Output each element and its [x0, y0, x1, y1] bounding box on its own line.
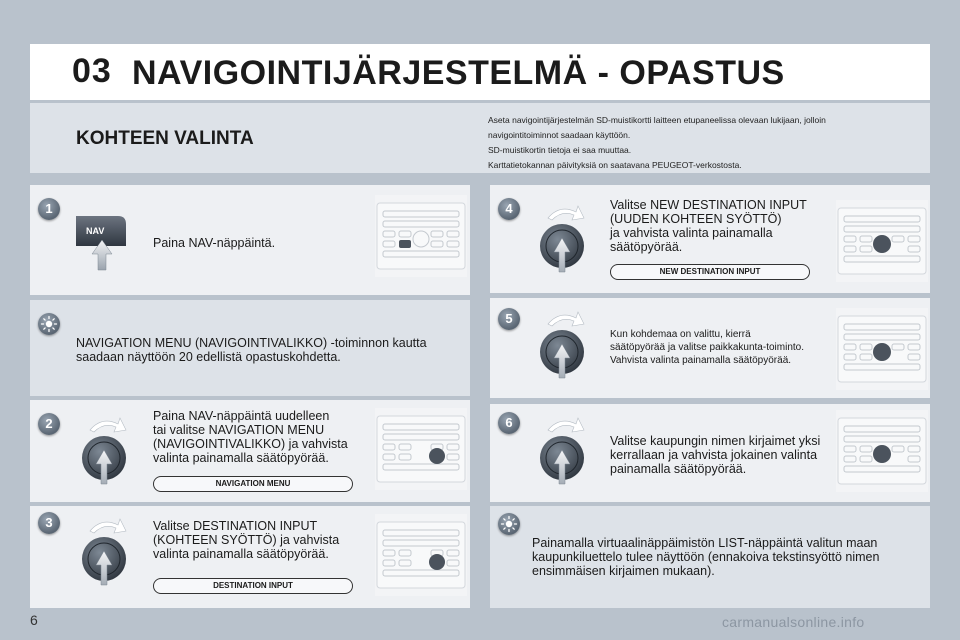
chapter-number: 03 — [72, 52, 112, 90]
destination-input-label: DESTINATION INPUT — [153, 578, 353, 594]
step-line: valinta painamalla säätöpyörää. — [153, 451, 329, 465]
step-3-text — [153, 519, 339, 561]
tip-line: NAVIGATION MENU (NAVIGOINTIVALIKKO) -toiminnon kautta — [76, 336, 427, 350]
intro-line: Karttatietokannan päivityksiä on saatavana PEUGEOT-verkostosta. — [488, 160, 742, 170]
step-line: tai valitse NAVIGATION MENU — [153, 423, 325, 437]
step-line: Valitse kaupungin nimen kirjaimet yksi — [610, 434, 821, 448]
step-3-badge: 3 — [38, 512, 60, 534]
step-5-text — [610, 328, 804, 367]
tip-1-text — [76, 336, 427, 364]
radio-panel-image — [836, 308, 928, 390]
step-6-badge: 6 — [498, 412, 520, 434]
intro-line: SD-muistikortin tietoja ei saa muuttaa. — [488, 145, 632, 155]
step-4-text — [610, 198, 807, 254]
intro-text — [488, 113, 908, 173]
step-line: Paina NAV-näppäintä. — [153, 236, 276, 250]
step-line: Valitse DESTINATION INPUT — [153, 519, 318, 533]
radio-panel-image — [375, 514, 467, 596]
step-line: säätöpyörää ja valitse paikkakunta-toiminto. — [610, 342, 804, 353]
radio-panel-image — [375, 408, 467, 490]
lightbulb-icon — [38, 313, 60, 335]
page-number: 6 — [30, 612, 38, 628]
step-4-badge: 4 — [498, 198, 520, 220]
tip-line: saadaan näyttöön 20 edellistä opastuskohdetta. — [76, 350, 341, 364]
rotary-knob-icon — [76, 412, 136, 492]
step-1-badge: 1 — [38, 198, 60, 220]
navigation-menu-label: NAVIGATION MENU — [153, 476, 353, 492]
lightbulb-icon — [498, 513, 520, 535]
radio-panel-image — [836, 410, 928, 492]
tip-line: kaupunkiluettelo tulee näyttöön (ennakoiva tekstinsyöttö nimen — [532, 550, 880, 564]
rotary-knob-icon — [534, 412, 594, 492]
radio-panel-image — [375, 195, 467, 277]
step-line: valinta painamalla säätöpyörää. — [153, 547, 329, 561]
step-line: (UUDEN KOHTEEN SYÖTTÖ) — [610, 212, 782, 226]
step-2-text — [153, 409, 348, 465]
section-title: KOHTEEN VALINTA — [76, 128, 254, 149]
step-2-badge: 2 — [38, 413, 60, 435]
step-5-badge: 5 — [498, 308, 520, 330]
step-1-text — [153, 236, 275, 250]
step-line: säätöpyörää. — [610, 240, 683, 254]
step-line: (KOHTEEN SYÖTTÖ) ja vahvista — [153, 533, 340, 547]
nav-key-label: NAV — [86, 226, 105, 236]
watermark: carmanualsonline.info — [722, 614, 865, 630]
radio-panel-image — [836, 200, 928, 282]
step-line: painamalla säätöpyörää. — [610, 462, 747, 476]
step-line: Valitse NEW DESTINATION INPUT — [610, 198, 807, 212]
step-6-text — [610, 434, 820, 476]
rotary-knob-icon — [534, 306, 594, 386]
tip-line: ensimmäisen kirjaimen mukaan). — [532, 564, 715, 578]
new-destination-input-label: NEW DESTINATION INPUT — [610, 264, 810, 280]
intro-line: navigointitoiminnot saadaan käyttöön. — [488, 130, 631, 140]
step-line: Paina NAV-näppäintä uudelleen — [153, 409, 330, 423]
step-line: Vahvista valinta painamalla säätöpyörää. — [610, 355, 792, 366]
intro-line: Aseta navigointijärjestelmän SD-muistikortti laitteen etupaneelissa olevaan lukijaan, jolloin — [488, 115, 826, 125]
step-line: (NAVIGOINTIVALIKKO) ja vahvista — [153, 437, 348, 451]
step-line: Kun kohdemaa on valittu, kierrä — [610, 329, 751, 340]
step-line: ja vahvista valinta painamalla — [610, 226, 773, 240]
nav-button-icon — [72, 212, 132, 272]
rotary-knob-icon — [76, 513, 136, 593]
tip-line: Painamalla virtuaalinäppäimistön LIST-näppäintä valitun maan — [532, 536, 878, 550]
rotary-knob-icon — [534, 200, 594, 280]
page-title: NAVIGOINTIJÄRJESTELMÄ - OPASTUS — [132, 54, 785, 92]
step-line: kerrallaan ja vahvista jokainen valinta — [610, 448, 818, 462]
tip-2-text — [532, 536, 879, 578]
